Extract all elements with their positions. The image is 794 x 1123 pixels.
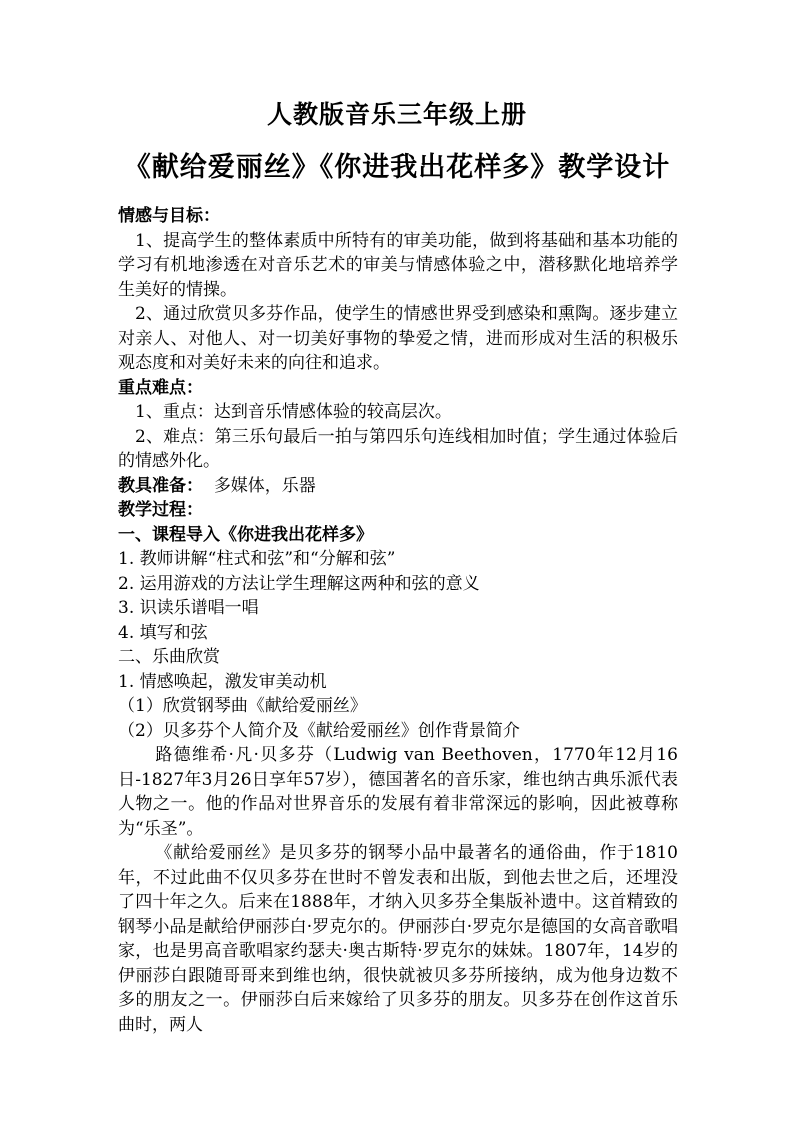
tools-value: 多媒体，乐器 [213, 475, 316, 496]
process-heading: 教学过程： [118, 500, 203, 520]
key-point-2: 2、难点：第三乐句最后一拍与第四乐句连线相加时值；学生通过体验后的情感外化。 [118, 426, 678, 471]
part1-heading: 一、课程导入《你进我出花样多》 [118, 524, 373, 545]
part2-sub-1: （1）欣赏钢琴曲《献给爱丽丝》 [118, 696, 367, 716]
fur-elise-paragraph: 《献给爱丽丝》是贝多芬的钢琴小品中最著名的通俗曲，作于1810年，不过此曲不仅贝多芬在世时不曾发表和出版，到他去世之后，还埋没了四十年之久。后来在1888年，才纳入贝多芬全集版补遗中。这首精致的钢琴小品是献给伊丽莎白·罗克尔的。伊丽莎白·罗克尔是德国的女高音歌唱家，也是男高音歌唱家约瑟夫·奥古斯特·罗克尔的妹妹。1807年，14岁的伊丽莎白跟随哥哥来到维也纳，很快就被贝多芬所接纳，成为他身边数不多的朋友之一。伊丽莎白后来嫁给了贝多芬的朋友。贝多芬在创作这首乐曲时，两人 [118, 843, 678, 1035]
part1-item: 2. 运用游戏的方法让学生理解这两种和弦的意义 [118, 573, 480, 594]
part2-sub-2: （2）贝多芬个人简介及《献给爱丽丝》创作背景简介 [118, 720, 520, 741]
part2-item-1: 1. 情感唤起，激发审美动机 [118, 671, 327, 692]
document-title-line2: 《献给爱丽丝》《你进我出花样多》教学设计 [123, 152, 671, 183]
goals-heading: 情感与目标： [118, 206, 220, 226]
part1-item: 1. 教师讲解“柱式和弦”和“分解和弦” [118, 549, 396, 569]
part1-item: 3. 识读乐谱唱一唱 [118, 598, 259, 618]
tools-label: 教具准备： [118, 475, 203, 496]
goal-item-2: 2、通过欣赏贝多芬作品，使学生的情感世界受到感染和熏陶。逐步建立对亲人、对他人、对一切美好事物的挚爱之情，进而形成对生活的积极乐观态度和对美好未来的向往和追求。 [118, 304, 678, 373]
goal-item-1: 1、提高学生的整体素质中所特有的审美功能，做到将基础和基本功能的学习有机地渗透在对音乐艺术的审美与情感体验之中，潜移默化地培养学生美好的情操。 [118, 230, 678, 300]
part2-heading: 二、乐曲欣赏 [118, 647, 220, 667]
tools-line [118, 474, 678, 499]
part1-item: 4. 填写和弦 [118, 622, 208, 643]
key-point-1: 1、重点：达到音乐情感体验的较高层次。 [135, 402, 452, 422]
beethoven-paragraph: 路德维希·凡·贝多芬（Ludwig van Beethoven，1770年12月16日-1827年3月26日享年57岁），德国著名的音乐家，维也纳古典乐派代表人物之一。他的作品对世界音乐的发展有着非常深远的影响，因此被尊称为“乐圣”。 [118, 745, 678, 839]
document-title-line1: 人教版音乐三年级上册 [266, 100, 527, 129]
document-body [118, 204, 678, 1037]
key-points-heading: 重点难点： [118, 377, 203, 398]
